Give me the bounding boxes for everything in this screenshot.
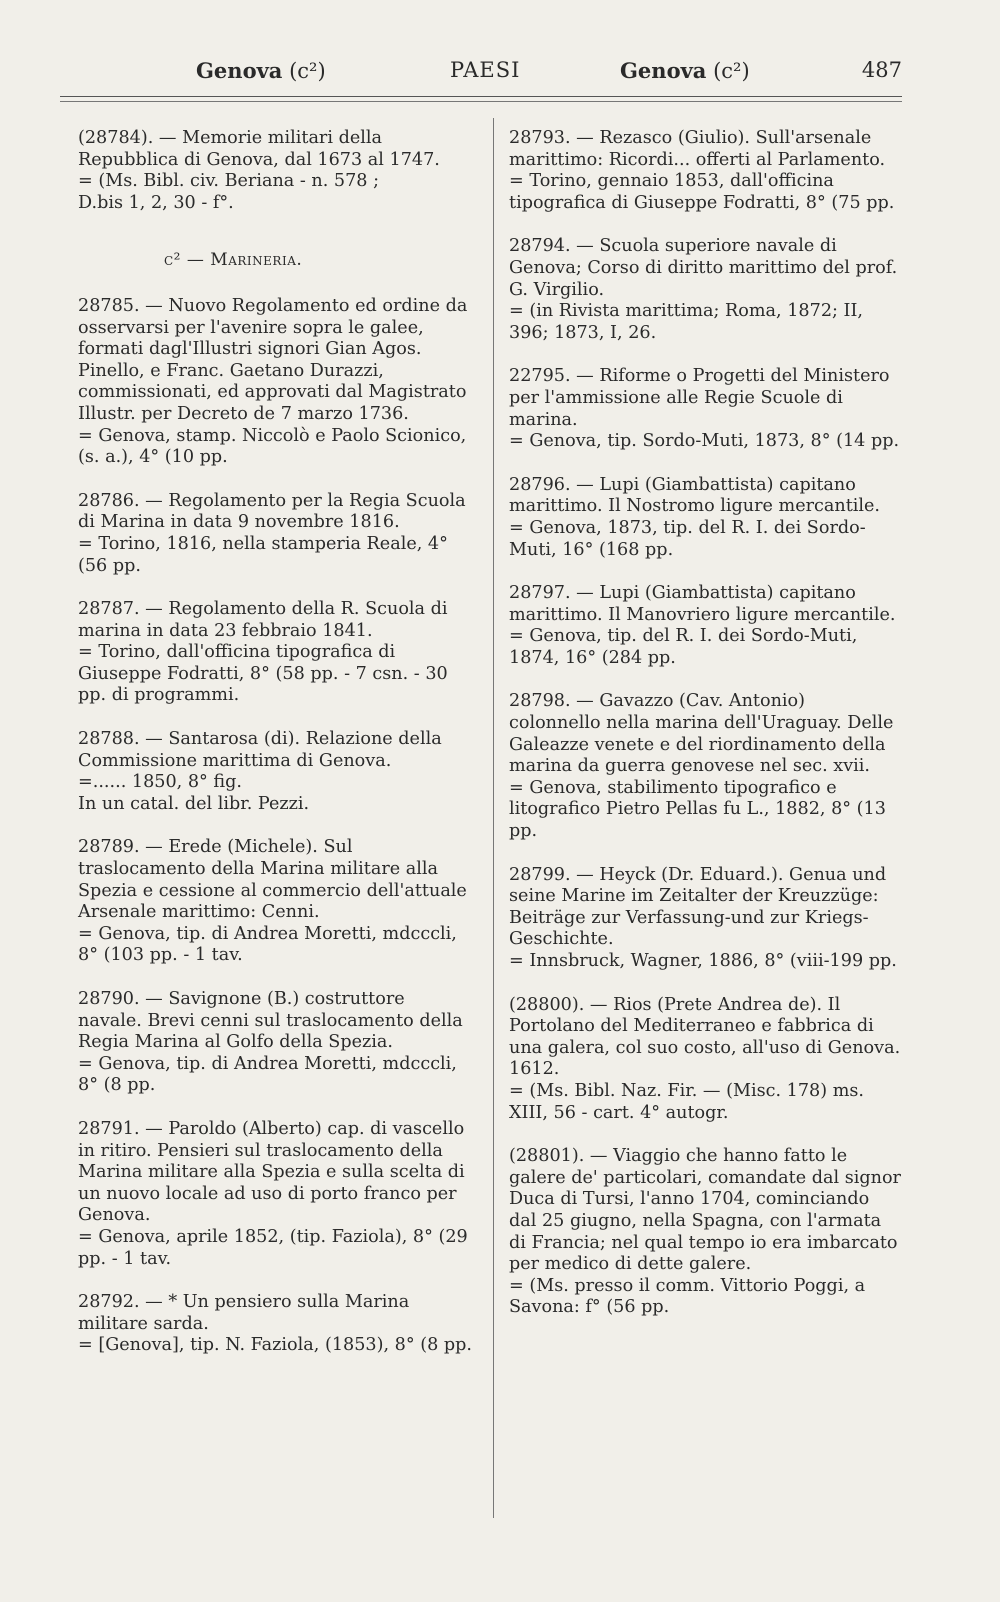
entry-28785: 28785. — Nuovo Regolamento ed ordine da osservarsi per l'avenire sopra le galee, formati dagl'Illustri signori Gian Agos. Pinello, e Franc. Gaetano Durazzi, commissionati, ed approvati dal Magistrato Illustr. per Decreto de 7 marzo 1736. = Genova, stamp. Niccolò e Paolo Scionico, (s. a.), 4° (10 pp. (78, 295, 468, 468)
column-divider (493, 118, 494, 1518)
header-rule-thin (60, 101, 902, 102)
entry-22795: 22795. — Riforme o Progetti del Ministero per l'ammissione alle Regie Scuole di marina. = Genova, tip. Sordo-Muti, 1873, 8° (14 pp. (509, 366, 900, 452)
running-head-left: Genova (c²) (196, 58, 326, 83)
page-number: 487 (861, 58, 902, 82)
entry-28794: 28794. — Scuola superiore navale di Genova; Corso di diritto marittimo del prof. G. Virgilio. = (in Rivista marittima; Roma, 1872; II, 396; 1873, I, 26. (509, 236, 898, 343)
entry-28799: 28799. — Heyck (Dr. Eduard.). Genua und seine Marine im Zeitalter der Kreuzzüge: Beiträge zur Verfassung-und zur Kriegs-Geschichte. = Innsbruck, Wagner, 1886, 8° (viii-199 pp. (509, 864, 897, 971)
section-heading: c² — Marineria. (164, 250, 303, 271)
entry-28787: 28787. — Regolamento della R. Scuola di marina in data 23 febbraio 1841. = Torino, dall'officina tipografica di Giuseppe Fodratti, 8° (58 pp. - 7 csn. - 30 pp. di programmi. (78, 599, 448, 706)
entry-28797: 28797. — Lupi (Giambattista) capitano marittimo. Il Manovriero ligure mercantile. = Genova, tip. del R. I. dei Sordo-Muti, 1874, 16° (284 pp. (509, 583, 896, 668)
left-column (78, 128, 473, 1379)
entry-28789: 28789. — Erede (Michele). Sul traslocamento della Marina militare alla Spezia e cessione al commercio dell'attuale Arsenale marittimo: Cenni. = Genova, tip. di Andrea Moretti, mdccclі, 8° (103 pp. - 1 tav. (78, 837, 467, 966)
entry-28788: 28788. — Santarosa (di). Relazione della Commissione marittima di Genova. =...... 1850, 8° fig. In un catal. del libr. Pezzi. (78, 729, 442, 814)
entry-28790: 28790. — Savignone (B.) costruttore navale. Brevi cenni sul traslocamento della Regia Marina al Golfo della Spezia. = Genova, tip. di Andrea Moretti, mdccclі, 8° (8 pp. (78, 989, 463, 1096)
entry-28786: 28786. — Regolamento per la Regia Scuola di Marina in data 9 novembre 1816. = Torino, 1816, nella stamperia Reale, 4° (56 pp. (78, 490, 466, 576)
entry-28792: 28792. — * Un pensiero sulla Marina militare sarda. = [Genova], tip. N. Faziola, (1853), 8° (8 pp. (78, 1292, 472, 1356)
entry-28784: (28784). — Memorie militari della Repubblica di Genova, dal 1673 al 1747. = (Ms. Bibl. civ. Beriana - n. 578 ; D.bis 1, 2, 30 - f°. (78, 128, 440, 213)
entry-28798: 28798. — Gavazzo (Cav. Antonio) colonnello nella marina dell'Uraguay. Delle Galeazze venete e del riordinamento della marina da guerra genovese nel sec. xvii. = Genova, stabilimento tipografico e litografico Pietro Pellas fu L., 1882, 8° (13 pp. (509, 691, 894, 842)
page-header (60, 58, 902, 92)
entry-28796: 28796. — Lupi (Giambattista) capitano marittimo. Il Nostromo ligure mercantile. = Genova, 1873, tip. del R. I. dei Sordo-Muti, 16° (168 pp. (509, 474, 881, 560)
entry-28801: (28801). — Viaggio che hanno fatto le galere de' particolari, comandate dal signor Duca di Tursi, l'anno 1704, cominciando dal 25 giugno, nella Spagna, con l'armata di Francia; nel qual tempo io era imbarcato per medico di dette galere. = (Ms. presso il comm. Vittorio Poggi, a Savona: f° (56 pp. (509, 1146, 901, 1318)
entry-28793: 28793. — Rezasco (Giulio). Sull'arsenale marittimo: Ricordi... offerti al Parlamento. = Torino, gennaio 1853, dall'officina tipografica di Giuseppe Fodratti, 8° (75 pp. (509, 128, 895, 213)
running-head-center: PAESI (450, 58, 521, 82)
right-column (509, 128, 902, 1341)
header-rule (60, 96, 902, 97)
running-head-right: Genova (c²) (620, 58, 750, 83)
entry-28800: (28800). — Rios (Prete Andrea de). Il Portolano del Mediterraneo e fabbrica di una galera, col suo costo, all'uso di Genova. 1612. = (Ms. Bibl. Naz. Fir. — (Misc. 178) ms. XIII, 56 - cart. 4° autogr. (509, 994, 901, 1123)
entry-28791: 28791. — Paroldo (Alberto) cap. di vascello in ritiro. Pensieri sul traslocamento della Marina militare alla Spezia e sulla scelta di un nuovo locale ad uso di porto franco per Genova. = Genova, aprile 1852, (tip. Faziola), 8° (29 pp. - 1 tav. (78, 1118, 468, 1269)
